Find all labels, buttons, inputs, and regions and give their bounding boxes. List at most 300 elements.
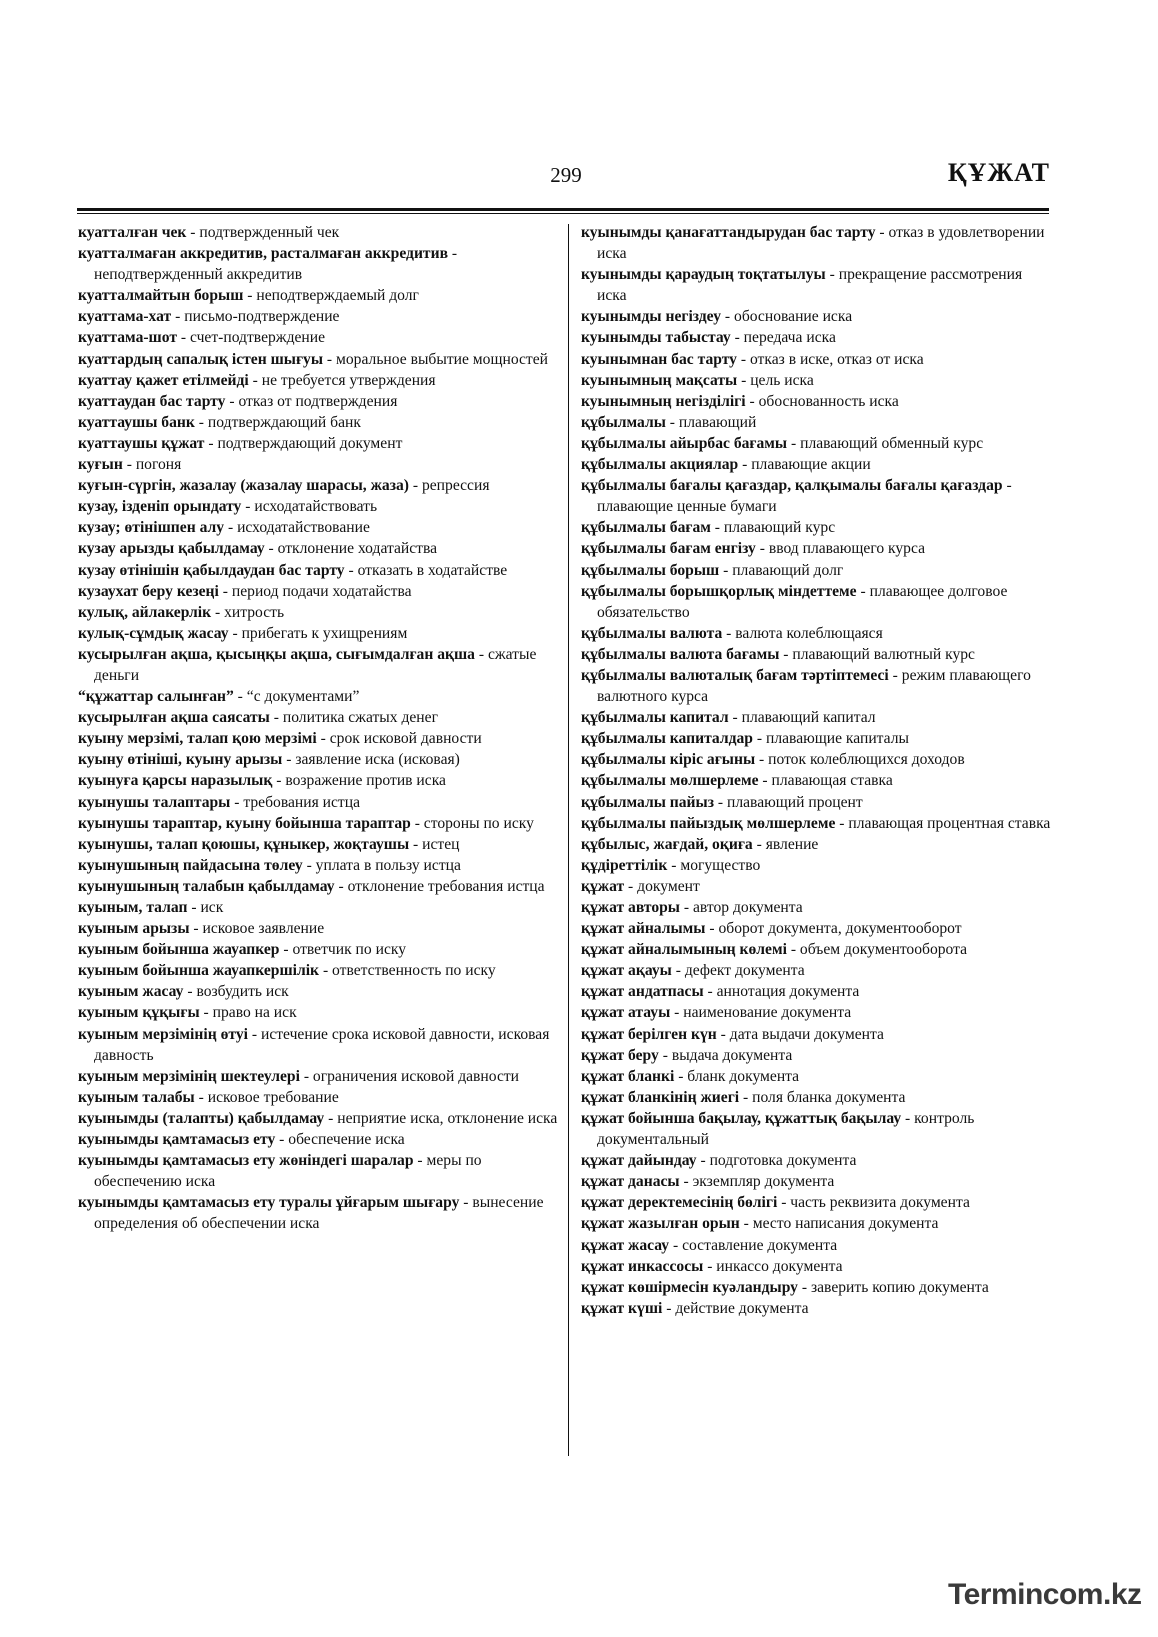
- entry-definition: подтверждающий документ: [217, 434, 403, 452]
- dictionary-entry: [78, 243, 560, 285]
- entry-definition: обоснованность иска: [758, 392, 899, 410]
- entry-term: куғын: [78, 456, 123, 474]
- dictionary-entry: [78, 306, 560, 327]
- dictionary-entry: [78, 1066, 560, 1087]
- entry-term: құжат күші: [581, 1299, 663, 1317]
- entry-term: құбылмалы: [581, 413, 666, 431]
- entry-separator: -: [409, 835, 423, 853]
- entry-definition: отказать в ходатайстве: [357, 561, 508, 579]
- entry-separator: -: [825, 266, 839, 284]
- entry-separator: -: [716, 1025, 730, 1043]
- entry-term: куыным мерзімінің шектеулері: [78, 1067, 300, 1085]
- entry-separator: -: [679, 899, 693, 916]
- entry-definition: стороны по иску: [423, 814, 534, 832]
- entry-term: куынымды қанағаттандырудан бас тарту: [581, 224, 876, 241]
- entry-term: құжат берілген күн: [581, 1025, 717, 1043]
- right-column: [581, 222, 1055, 1319]
- entry-term: куынушы тараптар, куыну бойынша тараптар: [78, 814, 411, 832]
- entry-term: куатталмайтын борыш: [78, 287, 244, 305]
- entry-definition: исковое заявление: [202, 920, 325, 938]
- entry-term: куаттау қажет етілмейді: [78, 371, 249, 389]
- entry-definition: период подачи ходатайства: [231, 582, 412, 600]
- dictionary-entry: [78, 391, 560, 412]
- entry-term: кусырылған ақша саясаты: [78, 709, 270, 727]
- entry-separator: -: [875, 224, 889, 241]
- dictionary-entry: [581, 327, 1055, 348]
- entry-definition: исковое требование: [207, 1088, 339, 1106]
- entry-term: куыным бойынша жауапкер: [78, 941, 280, 959]
- entry-definition: плавающий капитал: [741, 709, 876, 727]
- dictionary-entry: [581, 939, 1055, 960]
- dictionary-entry: [78, 1024, 560, 1066]
- entry-term: куғын-сүргін, жазалау (жазалау шарасы, жаза): [78, 477, 409, 495]
- entry-separator: -: [410, 814, 424, 832]
- entry-definition: объем документооборота: [799, 941, 968, 959]
- entry-definition: подготовка документа: [709, 1152, 857, 1170]
- dictionary-entry: [581, 1256, 1055, 1277]
- entry-term: куынымды қамтамасыз ету жөніндегі шаралар: [78, 1152, 414, 1170]
- entry-term: құжат данасы: [581, 1173, 680, 1191]
- entry-definition: отказ от подтверждения: [238, 392, 398, 410]
- entry-separator: -: [269, 709, 283, 727]
- entry-separator: -: [344, 561, 358, 579]
- entry-separator: -: [787, 434, 801, 452]
- entry-term: құжат ақауы: [581, 962, 672, 980]
- entry-definition: плавающий валютный курс: [792, 645, 975, 663]
- entry-term: құбылмалы бағам енгізу: [581, 540, 756, 558]
- entry-separator: -: [658, 1046, 672, 1064]
- dictionary-entry: [581, 538, 1055, 559]
- dictionary-entry: [78, 939, 560, 960]
- dictionary-entry: [78, 496, 560, 517]
- entry-separator: -: [225, 392, 239, 410]
- entry-definition: контроль документальный: [597, 1109, 975, 1149]
- entry-term: құжат инкассосы: [581, 1257, 704, 1275]
- entry-separator: -: [1002, 477, 1012, 495]
- dictionary-entry: [581, 306, 1055, 327]
- entry-definition: иск: [200, 899, 224, 916]
- entry-definition: автор документа: [692, 899, 803, 916]
- entry-separator: -: [705, 920, 719, 938]
- dictionary-entry: [581, 792, 1055, 813]
- entry-definition: отказ в иске, отказ от иска: [749, 350, 924, 368]
- entry-definition: плавающие капиталы: [765, 730, 910, 748]
- dictionary-entry: [581, 560, 1055, 581]
- entry-separator: -: [738, 456, 752, 474]
- dictionary-entry: [78, 749, 560, 770]
- dictionary-entry: [581, 1002, 1055, 1023]
- dictionary-entry: [581, 707, 1055, 728]
- entry-definition: документ: [637, 877, 700, 895]
- entry-separator: -: [218, 582, 232, 600]
- entry-separator: -: [228, 624, 242, 642]
- entry-separator: -: [703, 983, 717, 1001]
- dictionary-entry: [581, 370, 1055, 391]
- dictionary-entry: [581, 770, 1055, 791]
- entry-definition: отказ в удовлетворении иска: [597, 224, 1045, 263]
- dictionary-entry: [78, 813, 560, 834]
- entry-definition: валюта колеблющаяся: [735, 624, 883, 642]
- entry-definition: истечение срока исковой давности, исковая давность: [94, 1025, 550, 1064]
- entry-definition: вынесение определения об обеспечении иска: [94, 1194, 544, 1233]
- entry-term: құжат бланкі: [581, 1067, 675, 1085]
- dictionary-entry: [78, 1192, 560, 1234]
- entry-separator: -: [670, 1004, 684, 1022]
- entry-definition: плавающая ставка: [771, 772, 893, 790]
- entry-definition: требования истца: [243, 793, 361, 811]
- entry-term: құбылмалы акциялар: [581, 456, 739, 474]
- entry-term: куыным бойынша жауапкершілік: [78, 962, 320, 980]
- entry-separator: -: [713, 793, 727, 811]
- entry-separator: -: [224, 519, 238, 537]
- entry-separator: -: [856, 582, 870, 600]
- entry-separator: -: [888, 666, 902, 684]
- entry-term: куынымның негізділігі: [581, 392, 746, 410]
- entry-term: куынымды қараудың тоқтатылуы: [581, 266, 826, 284]
- entry-separator: -: [241, 498, 255, 516]
- dictionary-entry: [78, 707, 560, 728]
- dictionary-entry: [78, 1129, 560, 1150]
- entry-term: құбылыс, жағдай, оқиға: [581, 835, 753, 853]
- entry-separator: -: [474, 645, 488, 663]
- entry-term: куынымның мақсаты: [581, 371, 738, 389]
- entry-definition: репрессия: [421, 477, 490, 495]
- entry-definition: неподтверждаемый долг: [256, 287, 419, 305]
- entry-definition: не требуется утверждения: [261, 371, 436, 389]
- entry-definition: аннотация документа: [716, 983, 860, 1001]
- dictionary-entry: [581, 1108, 1055, 1150]
- entry-term: куынымды (талапты) қабылдамау: [78, 1109, 325, 1127]
- entry-definition: моральное выбытие мощностей: [336, 350, 549, 368]
- entry-term: куынушы талаптары: [78, 793, 231, 811]
- entry-separator: -: [721, 308, 735, 326]
- entry-separator: -: [669, 1236, 683, 1254]
- dictionary-entry: [78, 686, 560, 707]
- entry-definition: счет-подтверждение: [189, 329, 326, 347]
- dictionary-entry: [581, 222, 1055, 264]
- entry-separator: -: [248, 371, 262, 389]
- entry-separator: -: [316, 730, 330, 748]
- dictionary-entry: [78, 560, 560, 581]
- entry-term: куынымды қамтамасыз ету: [78, 1131, 276, 1149]
- dictionary-entry: [78, 1002, 560, 1023]
- entry-definition: дата выдачи документа: [729, 1025, 884, 1043]
- entry-term: куынымды қамтамасыз ету туралы ұйғарым шығару: [78, 1194, 460, 1212]
- dictionary-entry: [581, 412, 1055, 433]
- entry-term: кузау өтінішін қабылдаудан бас тарту: [78, 561, 345, 579]
- dictionary-entry: [581, 1192, 1055, 1213]
- entry-term: куынымды негіздеу: [581, 308, 722, 326]
- entry-separator: -: [334, 877, 348, 895]
- entry-definition: право на иск: [212, 1004, 297, 1022]
- entry-separator: -: [247, 1025, 261, 1043]
- entry-separator: -: [739, 1215, 753, 1233]
- entry-term: құбылмалы айырбас бағамы: [581, 434, 788, 452]
- entry-separator: -: [211, 603, 225, 621]
- entry-definition: плавающий долг: [732, 561, 844, 579]
- dictionary-entry: [78, 517, 560, 538]
- dictionary-entry: [78, 834, 560, 855]
- entry-separator: -: [264, 540, 278, 558]
- entry-separator: -: [737, 371, 751, 389]
- entry-separator: -: [728, 709, 742, 727]
- entry-definition: погоня: [135, 456, 182, 474]
- entry-definition: исходатайствовать: [254, 498, 378, 516]
- entry-separator: -: [667, 856, 681, 874]
- entry-definition: часть реквизита документа: [790, 1194, 970, 1212]
- dictionary-entry: [581, 834, 1055, 855]
- entry-term: куыну мерзімі, талап қою мерзімі: [78, 730, 317, 748]
- entry-separator: -: [752, 835, 766, 853]
- entry-definition: наименование документа: [683, 1004, 852, 1022]
- site-logo: [948, 1578, 1148, 1622]
- entry-term: құбылмалы капитал: [581, 709, 729, 727]
- entry-separator: -: [299, 1067, 313, 1085]
- entry-definition: инкассо документа: [716, 1257, 843, 1275]
- entry-term: құбылмалы кіріс ағыны: [581, 751, 756, 769]
- entry-separator: -: [739, 1088, 753, 1106]
- dictionary-entry: [78, 728, 560, 749]
- dictionary-entry: [78, 454, 560, 475]
- dictionary-entry: [581, 1171, 1055, 1192]
- dictionary-entry: [581, 581, 1055, 623]
- entry-separator: -: [186, 224, 200, 241]
- entry-definition: ответственность по иску: [332, 962, 496, 980]
- entry-definition: передача иска: [743, 329, 836, 347]
- logo-text: Termincom.kz: [948, 1578, 1142, 1611]
- dictionary-entry: [581, 349, 1055, 370]
- entry-separator: -: [183, 983, 197, 1001]
- dictionary-entry: [78, 792, 560, 813]
- entry-separator: -: [323, 350, 337, 368]
- entry-definition: возражение против иска: [285, 772, 446, 790]
- entry-separator: -: [752, 730, 766, 748]
- entry-term: құжат көшірмесін куәландыру: [581, 1278, 798, 1296]
- entry-term: куынымнан бас тарту: [581, 350, 737, 368]
- dictionary-entry: [581, 855, 1055, 876]
- running-head: ҚҰЖАТ: [947, 158, 1050, 187]
- dictionary-entry: [78, 581, 560, 602]
- entry-definition: исходатайствование: [237, 519, 370, 537]
- entry-definition: хитрость: [224, 603, 285, 621]
- entry-definition: составление документа: [682, 1236, 838, 1254]
- entry-term: куыным, талап: [78, 899, 188, 916]
- entry-separator: -: [671, 962, 685, 980]
- entry-definition: плавающий обменный курс: [800, 434, 984, 452]
- entry-term: құжат жасау: [581, 1236, 670, 1254]
- entry-separator: -: [243, 287, 257, 305]
- entry-term: құбылмалы борыш: [581, 561, 720, 579]
- dictionary-entry: [78, 918, 560, 939]
- dictionary-entry: [78, 327, 560, 348]
- entry-definition: заявление иска (исковая): [295, 751, 460, 769]
- entry-separator: -: [736, 350, 750, 368]
- entry-term: куынушының пайдасына төлеу: [78, 856, 303, 874]
- entry-term: құжат деректемесінің бөлігі: [581, 1194, 778, 1212]
- dictionary-entry: [581, 433, 1055, 454]
- entry-separator: -: [901, 1109, 915, 1127]
- dictionary-entry: [581, 454, 1055, 475]
- dictionary-entry: [581, 644, 1055, 665]
- entry-term: куатталған чек: [78, 224, 187, 241]
- dictionary-entry: [581, 749, 1055, 770]
- entry-term: куыным мерзімінің өтуі: [78, 1025, 248, 1043]
- dictionary-entry: [78, 644, 560, 686]
- entry-definition: могущество: [680, 856, 761, 874]
- entry-term: куаттама-шот: [78, 329, 177, 347]
- entry-definition: ограничения исковой давности: [312, 1067, 520, 1085]
- entry-separator: -: [279, 941, 293, 959]
- entry-separator: -: [703, 1257, 717, 1275]
- entry-term: куыным талабы: [78, 1088, 195, 1106]
- entry-definition: дефект документа: [684, 962, 805, 980]
- entry-separator: -: [187, 899, 201, 916]
- entry-separator: -: [282, 751, 296, 769]
- entry-separator: -: [777, 1194, 791, 1212]
- entry-term: куыным жасау: [78, 983, 184, 1001]
- entry-definition: оборот документа, документооборот: [718, 920, 962, 938]
- entry-separator: -: [710, 519, 724, 537]
- header-rule-thin: [77, 213, 1049, 214]
- entry-term: құжат авторы: [581, 899, 680, 916]
- entry-separator: -: [758, 772, 772, 790]
- entry-term: құбылмалы валюта: [581, 624, 723, 642]
- dictionary-entry: [78, 538, 560, 559]
- entry-definition: режим плавающего валютного курса: [597, 666, 1031, 706]
- entry-term: құжат беру: [581, 1046, 659, 1064]
- entry-definition: цель иска: [750, 371, 814, 389]
- entry-separator: -: [779, 645, 793, 663]
- entry-separator: -: [176, 329, 190, 347]
- dictionary-entry: [78, 960, 560, 981]
- entry-definition: письмо-подтверждение: [184, 308, 340, 326]
- entry-definition: действие документа: [675, 1299, 809, 1317]
- entry-separator: -: [324, 1109, 338, 1127]
- dictionary-entry: [78, 349, 560, 370]
- entry-definition: ввод плавающего курса: [768, 540, 926, 558]
- dictionary-entry: [581, 981, 1055, 1002]
- dictionary-entry: [581, 1277, 1055, 1298]
- entry-definition: экземпляр документа: [692, 1173, 835, 1191]
- entry-definition: отклонение требования истца: [347, 877, 545, 895]
- entry-separator: -: [302, 856, 316, 874]
- dictionary-entry: [581, 813, 1055, 834]
- entry-term: куыну өтініші, куыну арызы: [78, 751, 283, 769]
- entry-term: куаттаудан бас тарту: [78, 392, 226, 410]
- dictionary-entry: [581, 918, 1055, 939]
- entry-term: құдіреттілік: [581, 856, 668, 874]
- entry-term: куынуға қарсы наразылық: [78, 772, 273, 790]
- entry-separator: -: [194, 413, 208, 431]
- entry-term: құжат: [581, 877, 625, 895]
- entry-term: кулық, айлакерлік: [78, 603, 212, 621]
- entry-term: құжат андатпасы: [581, 983, 704, 1001]
- entry-separator: -: [233, 688, 247, 706]
- entry-term: құжат атауы: [581, 1004, 671, 1022]
- entry-definition: ответчик по иску: [292, 941, 407, 959]
- dictionary-entry: [78, 1150, 560, 1192]
- entry-definition: заверить копию документа: [810, 1278, 989, 1296]
- entry-separator: -: [189, 920, 203, 938]
- entry-separator: -: [230, 793, 244, 811]
- entry-separator: -: [199, 1004, 213, 1022]
- entry-separator: -: [696, 1152, 710, 1170]
- dictionary-entry: [78, 876, 560, 897]
- entry-separator: -: [204, 434, 218, 452]
- dictionary-entry: [581, 1045, 1055, 1066]
- entry-definition: уплата в пользу истца: [315, 856, 461, 874]
- entry-definition: политика сжатых денег: [282, 709, 438, 727]
- entry-separator: -: [665, 413, 679, 431]
- entry-definition: “с документами”: [246, 688, 360, 706]
- entry-term: құбылмалы капиталдар: [581, 730, 753, 748]
- entry-separator: -: [448, 245, 458, 263]
- entry-term: құбылмалы борышқорлық міндеттеме: [581, 582, 857, 600]
- entry-separator: -: [272, 772, 286, 790]
- entry-definition: обоснование иска: [734, 308, 853, 326]
- entry-definition: срок исковой давности: [329, 730, 482, 748]
- entry-definition: подтверждающий банк: [207, 413, 361, 431]
- entry-term: құжат айналымының көлемі: [581, 941, 787, 959]
- entry-definition: поля бланка документа: [752, 1088, 906, 1106]
- entry-term: құбылмалы валюта бағамы: [581, 645, 780, 663]
- entry-term: куыным құқығы: [78, 1004, 200, 1022]
- dictionary-entry: [78, 222, 560, 243]
- entry-separator: -: [835, 814, 849, 832]
- left-column: [78, 222, 560, 1235]
- header-rule: [77, 208, 1049, 211]
- dictionary-entry: [78, 370, 560, 391]
- entry-separator: -: [786, 941, 800, 959]
- entry-separator: -: [171, 308, 185, 326]
- entry-separator: -: [755, 540, 769, 558]
- dictionary-entry: [78, 1087, 560, 1108]
- dictionary-entry: [581, 1235, 1055, 1256]
- entry-definition: обеспечение иска: [288, 1131, 405, 1149]
- entry-definition: выдача документа: [671, 1046, 793, 1064]
- entry-definition: место написания документа: [752, 1215, 939, 1233]
- entry-term: құбылмалы пайыз: [581, 793, 714, 811]
- entry-separator: -: [730, 329, 744, 347]
- entry-definition: плавающие ценные бумаги: [597, 498, 777, 516]
- entry-term: құжат бланкінің жиегі: [581, 1088, 740, 1106]
- entry-separator: -: [679, 1173, 693, 1191]
- entry-term: куаттаушы банк: [78, 413, 195, 431]
- entry-separator: -: [797, 1278, 811, 1296]
- entry-definition: истец: [422, 835, 460, 853]
- dictionary-entry: [581, 1150, 1055, 1171]
- dictionary-entry: [78, 602, 560, 623]
- entry-term: куыным арызы: [78, 920, 190, 938]
- dictionary-entry: [581, 475, 1055, 517]
- dictionary-entry: [581, 897, 1055, 918]
- entry-separator: -: [745, 392, 759, 410]
- entry-term: куынушының талабын қабылдамау: [78, 877, 335, 895]
- entry-term: куаттама-хат: [78, 308, 172, 326]
- entry-separator: -: [674, 1067, 688, 1085]
- entry-term: кулық-сұмдық жасау: [78, 624, 229, 642]
- dictionary-entry: [78, 623, 560, 644]
- entry-separator: -: [319, 962, 333, 980]
- entry-separator: -: [275, 1131, 289, 1149]
- dictionary-entry: [78, 897, 560, 918]
- entry-separator: -: [624, 877, 638, 895]
- entry-definition: плавающий: [678, 413, 757, 431]
- dictionary-entry: [581, 1024, 1055, 1045]
- entry-definition: отклонение ходатайства: [277, 540, 438, 558]
- entry-separator: -: [459, 1194, 473, 1212]
- entry-definition: плавающий курс: [723, 519, 836, 537]
